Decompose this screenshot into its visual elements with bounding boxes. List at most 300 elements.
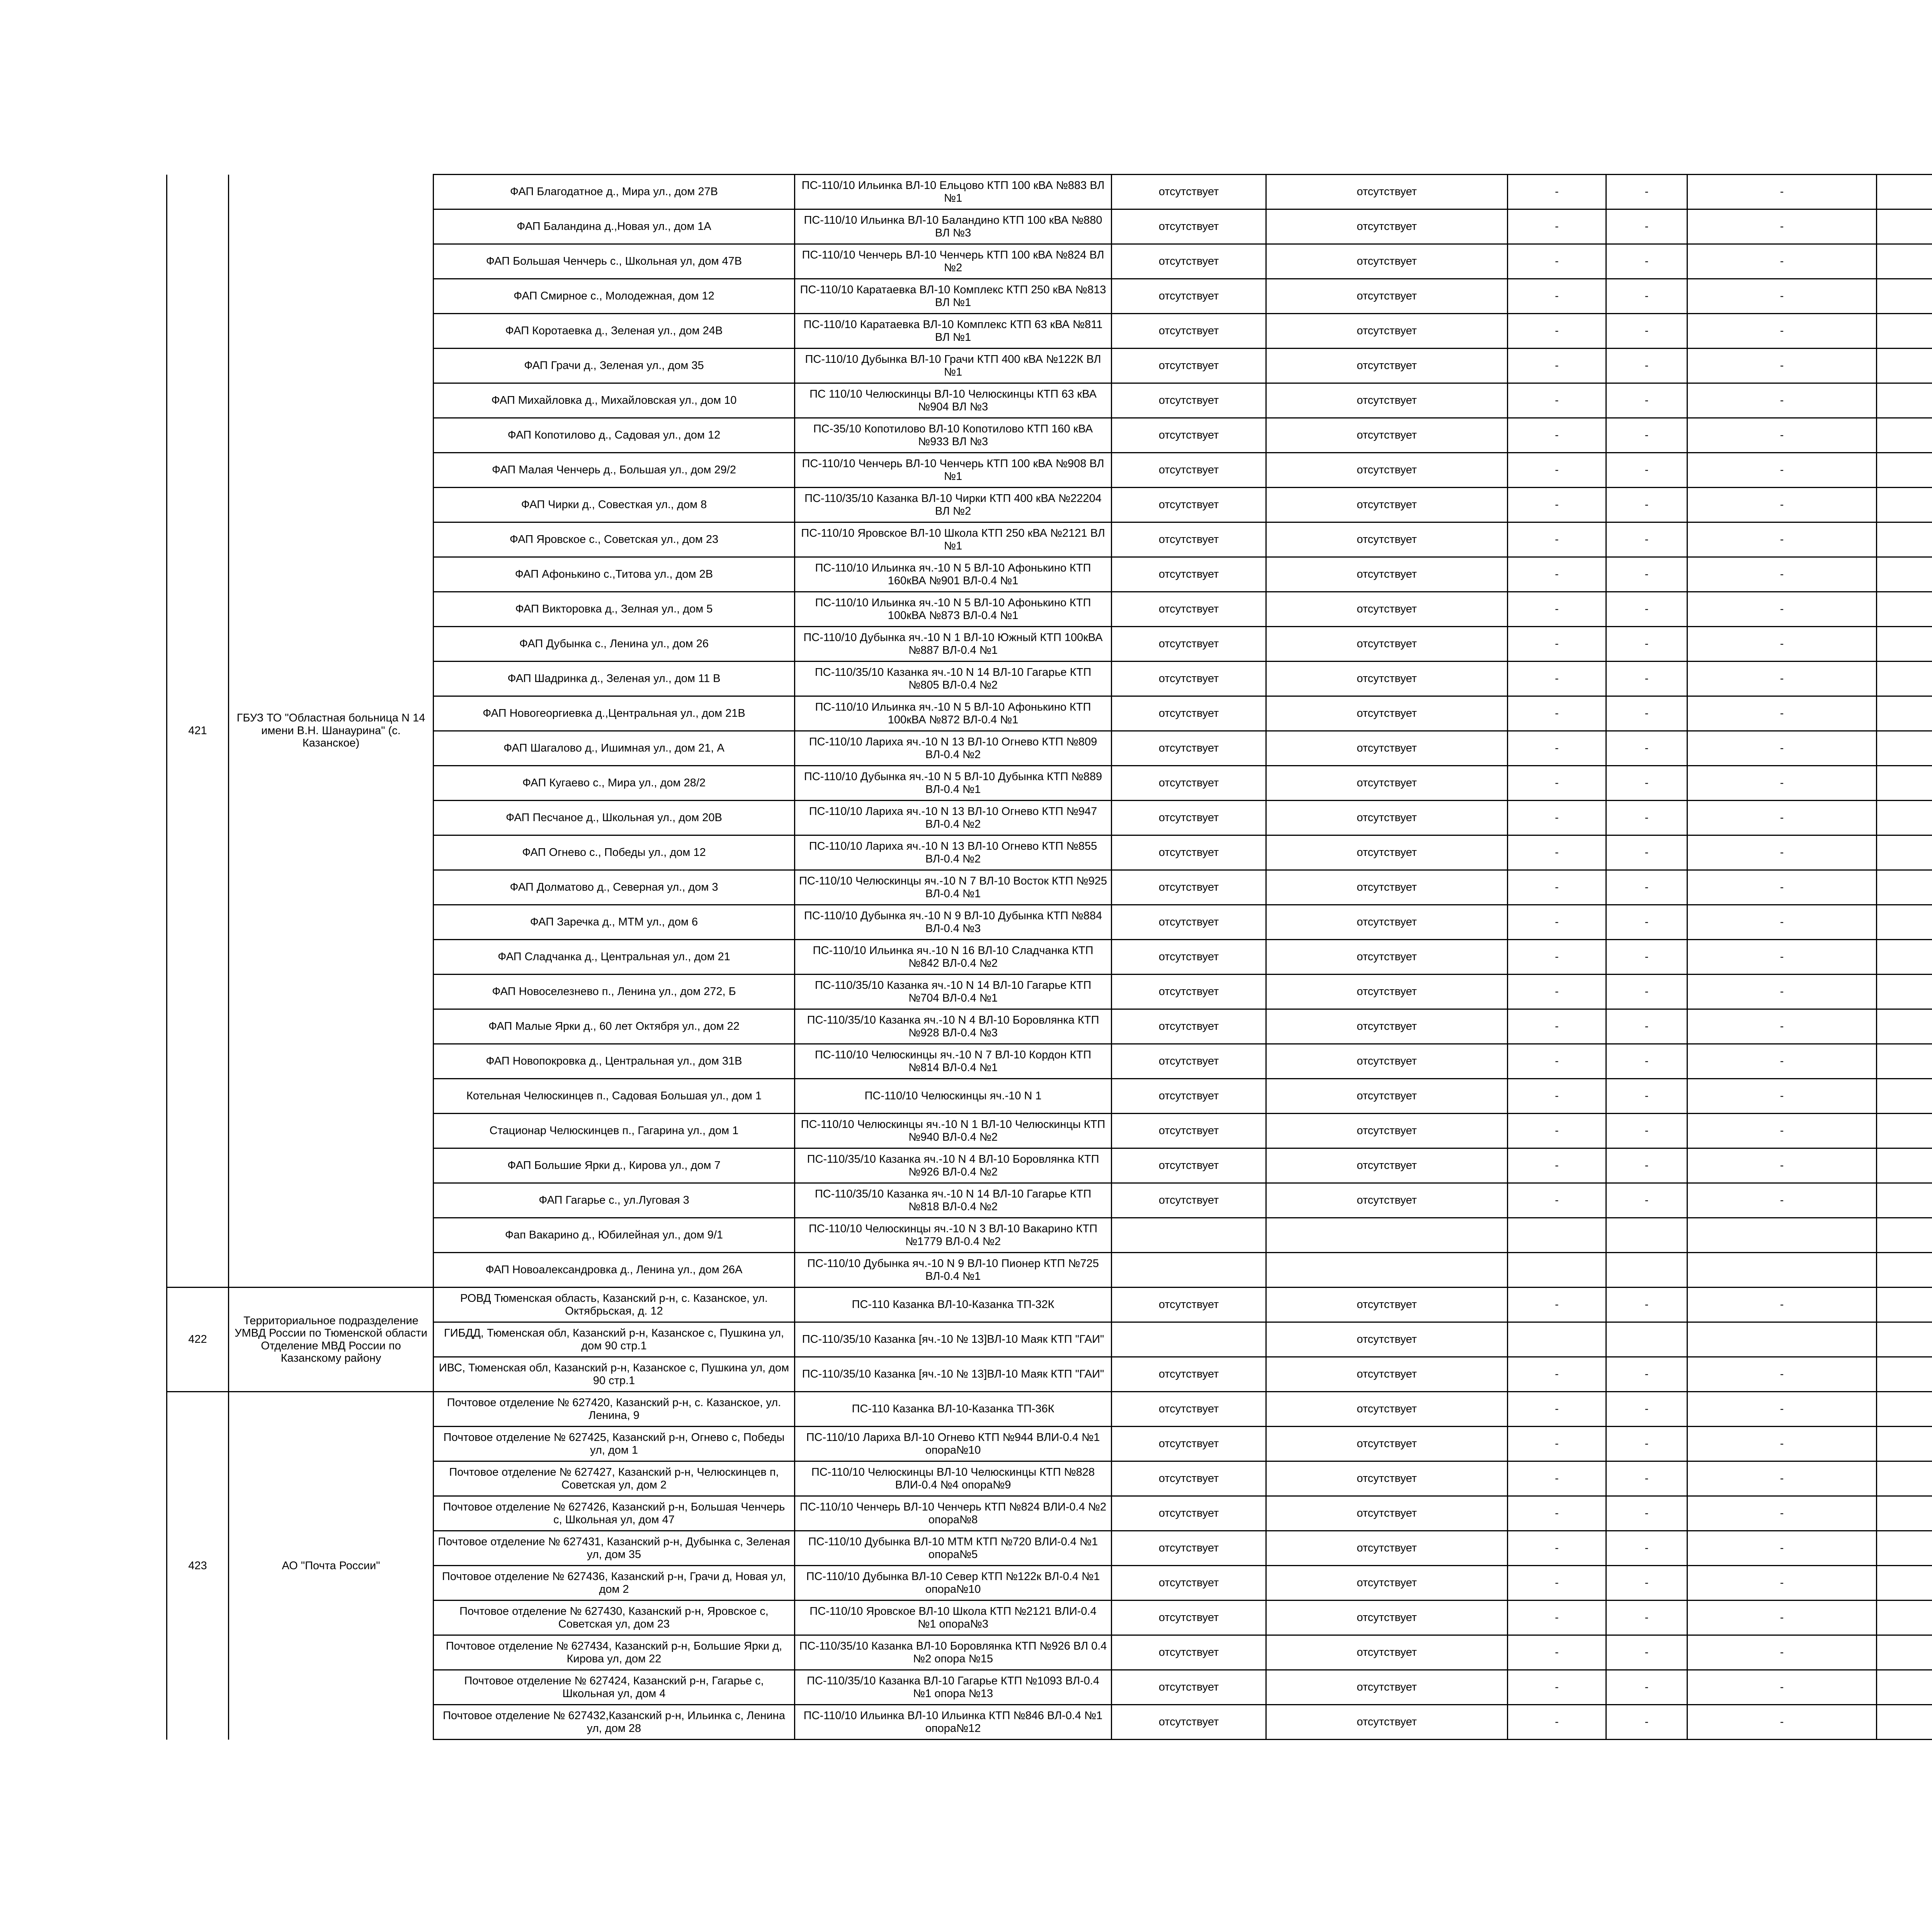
dash-cell [1877,383,1932,418]
autonomous-source-cell [1266,1253,1508,1288]
dash-cell: - [1508,175,1606,209]
power-source-cell: ПС-110/10 Ильинка яч.-10 N 16 ВЛ-10 Сладчанка КТП №842 ВЛ-0.4 №2 [795,940,1112,975]
dash-cell: - [1687,627,1877,662]
dash-cell: - [1687,522,1877,557]
reserve-source-cell: отсутствует [1112,279,1266,314]
object-cell: ФАП Новоселезнево п., Ленина ул., дом 272, Б [434,975,795,1009]
dash-cell [1877,1427,1932,1461]
dash-cell [1687,1322,1877,1357]
autonomous-source-cell: отсутствует [1266,1357,1508,1392]
power-source-cell: ПС-110/10 Лариха яч.-10 N 13 ВЛ-10 Огнево КТП №947 ВЛ-0.4 №2 [795,801,1112,835]
organization-cell: Территориальное подразделение УМВД России по Тюменской области Отделение МВД России по Казанскому району [229,1288,434,1392]
object-cell: Почтовое отделение № 627420, Казанский р-н, с. Казанское, ул. Ленина, 9 [434,1392,795,1427]
dash-cell: - [1687,1044,1877,1079]
object-cell: Почтовое отделение № 627424, Казанский р-н, Гагарье с, Школьная ул, дом 4 [434,1670,795,1705]
dash-cell: - [1606,801,1687,835]
table-body [167,175,1932,1740]
dash-cell: - [1687,453,1877,488]
autonomous-source-cell: отсутствует [1266,696,1508,731]
dash-cell: - [1508,696,1606,731]
dash-cell: - [1508,1670,1606,1705]
dash-cell [1877,1322,1932,1357]
dash-cell [1877,905,1932,940]
object-cell: ФАП Дубынка с., Ленина ул., дом 26 [434,627,795,662]
reserve-source-cell: отсутствует [1112,418,1266,453]
object-cell: Почтовое отделение № 627436, Казанский р-н, Грачи д, Новая ул, дом 2 [434,1566,795,1601]
dash-cell: - [1687,209,1877,244]
dash-cell [1877,1531,1932,1566]
dash-cell: - [1606,1183,1687,1218]
dash-cell: - [1687,244,1877,279]
dash-cell: - [1687,696,1877,731]
dash-cell: - [1508,1496,1606,1531]
dash-cell: - [1687,731,1877,766]
autonomous-source-cell: отсутствует [1266,1670,1508,1705]
power-source-cell: ПС-110/35/10 Казанка яч.-10 N 4 ВЛ-10 Боровлянка КТП №928 ВЛ-0.4 №3 [795,1009,1112,1044]
object-cell: ФАП Копотилово д., Садовая ул., дом 12 [434,418,795,453]
dash-cell: - [1687,1601,1877,1635]
autonomous-source-cell: отсутствует [1266,905,1508,940]
autonomous-source-cell: отсутствует [1266,488,1508,522]
dash-cell: - [1508,1044,1606,1079]
dash-cell [1877,1705,1932,1740]
reserve-source-cell: отсутствует [1112,1705,1266,1740]
dash-cell: - [1687,1531,1877,1566]
autonomous-source-cell: отсутствует [1266,627,1508,662]
dash-cell [1877,522,1932,557]
dash-cell [1877,209,1932,244]
reserve-source-cell: отсутствует [1112,488,1266,522]
dash-cell [1877,1392,1932,1427]
dash-cell: - [1687,418,1877,453]
reserve-source-cell: отсутствует [1112,453,1266,488]
reserve-source-cell: отсутствует [1112,1566,1266,1601]
object-cell: ФАП Шадринка д., Зеленая ул., дом 11 В [434,662,795,696]
dash-cell: - [1508,1392,1606,1427]
reserve-source-cell: отсутствует [1112,1531,1266,1566]
reserve-source-cell: отсутствует [1112,1009,1266,1044]
dash-cell [1877,349,1932,383]
dash-cell: - [1508,1148,1606,1183]
dash-cell [1877,279,1932,314]
power-source-cell: ПС-110/35/10 Казанка [яч.-10 № 13]ВЛ-10 Маяк КТП "ГАИ" [795,1322,1112,1357]
dash-cell [1877,1079,1932,1114]
reserve-source-cell: отсутствует [1112,557,1266,592]
dash-cell: - [1687,1670,1877,1705]
autonomous-source-cell: отсутствует [1266,1044,1508,1079]
power-source-cell: ПС-110/10 Каратаевка ВЛ-10 Комплекс КТП 250 кВА №813 ВЛ №1 [795,279,1112,314]
dash-cell [1877,453,1932,488]
row-number-cell: 423 [167,1392,229,1740]
object-cell: ФАП Большая Ченчерь с., Школьная ул, дом 47В [434,244,795,279]
dash-cell: - [1606,766,1687,801]
dash-cell: - [1687,905,1877,940]
dash-cell: - [1508,244,1606,279]
dash-cell: - [1606,1566,1687,1601]
dash-cell: - [1606,1148,1687,1183]
dash-cell [1877,1357,1932,1392]
dash-cell: - [1508,1427,1606,1461]
dash-cell: - [1606,627,1687,662]
object-cell: ФАП Новоалександровка д., Ленина ул., дом 26А [434,1253,795,1288]
autonomous-source-cell: отсутствует [1266,1288,1508,1322]
power-source-cell: ПС-110/10 Челюскинцы яч.-10 N 1 ВЛ-10 Челюскинцы КТП №940 ВЛ-0.4 №2 [795,1114,1112,1148]
dash-cell: - [1508,801,1606,835]
reserve-source-cell: отсутствует [1112,1079,1266,1114]
dash-cell: - [1508,488,1606,522]
dash-cell [1877,418,1932,453]
power-source-cell: ПС-110/10 Каратаевка ВЛ-10 Комплекс КТП 63 кВА №811 ВЛ №1 [795,314,1112,349]
dash-cell [1687,1218,1877,1253]
dash-cell: - [1606,1705,1687,1740]
dash-cell [1508,1322,1606,1357]
autonomous-source-cell [1266,1218,1508,1253]
power-source-cell: ПС-35/10 Копотилово ВЛ-10 Копотилово КТП 160 кВА №933 ВЛ №3 [795,418,1112,453]
dash-cell: - [1606,696,1687,731]
dash-cell: - [1508,1009,1606,1044]
autonomous-source-cell: отсутствует [1266,1183,1508,1218]
autonomous-source-cell: отсутствует [1266,175,1508,209]
object-cell: ФАП Шагалово д., Ишимная ул., дом 21, А [434,731,795,766]
dash-cell: - [1508,627,1606,662]
power-source-cell: ПС-110/10 Лариха яч.-10 N 13 ВЛ-10 Огнево КТП №809 ВЛ-0.4 №2 [795,731,1112,766]
dash-cell [1877,1670,1932,1705]
dash-cell [1877,1288,1932,1322]
object-cell: Почтовое отделение № 627432,Казанский р-н, Ильинка с, Ленина ул, дом 28 [434,1705,795,1740]
dash-cell: - [1508,557,1606,592]
dash-cell: - [1687,1148,1877,1183]
dash-cell: - [1606,731,1687,766]
organization-cell: АО "Почта России" [229,1392,434,1740]
autonomous-source-cell: отсутствует [1266,1496,1508,1531]
object-cell: ФАП Смирное с., Молодежная, дом 12 [434,279,795,314]
autonomous-source-cell: отсутствует [1266,870,1508,905]
autonomous-source-cell: отсутствует [1266,418,1508,453]
power-source-cell: ПС-110/10 Ченчерь ВЛ-10 Ченчерь КТП 100 кВА №824 ВЛ №2 [795,244,1112,279]
dash-cell: - [1508,1114,1606,1148]
reserve-source-cell: отсутствует [1112,975,1266,1009]
reserve-source-cell: отсутствует [1112,175,1266,209]
autonomous-source-cell: отсутствует [1266,522,1508,557]
autonomous-source-cell: отсутствует [1266,1322,1508,1357]
dash-cell: - [1606,1114,1687,1148]
reserve-source-cell [1112,1253,1266,1288]
dash-cell [1877,1044,1932,1079]
autonomous-source-cell: отсутствует [1266,731,1508,766]
dash-cell [1877,175,1932,209]
dash-cell: - [1687,349,1877,383]
dash-cell: - [1687,1566,1877,1601]
dash-cell: - [1606,418,1687,453]
dash-cell [1877,835,1932,870]
power-source-cell: ПС-110/10 Ченчерь ВЛ-10 Ченчерь КТП №824 ВЛИ-0.4 №2 опора№8 [795,1496,1112,1531]
power-source-cell: ПС-110/10 Челюскинцы яч.-10 N 1 [795,1079,1112,1114]
dash-cell: - [1687,1357,1877,1392]
table-row [167,1392,1932,1427]
power-source-cell: ПС-110/10 Лариха яч.-10 N 13 ВЛ-10 Огнево КТП №855 ВЛ-0.4 №2 [795,835,1112,870]
power-source-cell: ПС-110/35/10 Казанка яч.-10 N 14 ВЛ-10 Гагарье КТП №818 ВЛ-0.4 №2 [795,1183,1112,1218]
dash-cell: - [1606,1044,1687,1079]
dash-cell [1877,975,1932,1009]
dash-cell [1877,1009,1932,1044]
dash-cell [1877,870,1932,905]
autonomous-source-cell: отсутствует [1266,453,1508,488]
dash-cell: - [1606,488,1687,522]
reserve-source-cell: отсутствует [1112,522,1266,557]
dash-cell: - [1687,662,1877,696]
power-source-cell: ПС-110/35/10 Казанка яч.-10 N 14 ВЛ-10 Гагарье КТП №805 ВЛ-0.4 №2 [795,662,1112,696]
dash-cell: - [1508,383,1606,418]
object-cell: ФАП Михайловка д., Михайловская ул., дом 10 [434,383,795,418]
object-cell: ФАП Большие Ярки д., Кирова ул., дом 7 [434,1148,795,1183]
reserve-source-cell: отсутствует [1112,1148,1266,1183]
object-cell: ФАП Кугаево с., Мира ул., дом 28/2 [434,766,795,801]
power-source-cell: ПС-110/35/10 Казанка ВЛ-10 Боровлянка КТП №926 ВЛ 0.4 №2 опора №15 [795,1635,1112,1670]
dash-cell [1877,1114,1932,1148]
object-cell: ФАП Афонькино с.,Титова ул., дом 2В [434,557,795,592]
autonomous-source-cell: отсутствует [1266,766,1508,801]
dash-cell: - [1606,662,1687,696]
dash-cell: - [1687,1705,1877,1740]
dash-cell [1877,244,1932,279]
autonomous-source-cell: отсутствует [1266,940,1508,975]
reserve-source-cell: отсутствует [1112,940,1266,975]
dash-cell: - [1687,1496,1877,1531]
power-source-cell: ПС-110/10 Дубынка ВЛ-10 МТМ КТП №720 ВЛИ-0.4 №1 опора№5 [795,1531,1112,1566]
dash-cell: - [1508,418,1606,453]
dash-cell: - [1606,975,1687,1009]
dash-cell: - [1687,766,1877,801]
dash-cell: - [1606,175,1687,209]
dash-cell: - [1687,1635,1877,1670]
autonomous-source-cell: отсутствует [1266,314,1508,349]
reserve-source-cell: отсутствует [1112,1635,1266,1670]
object-cell: Почтовое отделение № 627427, Казанский р-н, Челюскинцев п, Советская ул, дом 2 [434,1461,795,1496]
object-cell: Фап Вакарино д., Юбилейная ул., дом 9/1 [434,1218,795,1253]
power-source-cell: ПС-110/10 Ченчерь ВЛ-10 Ченчерь КТП 100 кВА №908 ВЛ №1 [795,453,1112,488]
dash-cell: - [1687,1114,1877,1148]
dash-cell: - [1508,1601,1606,1635]
dash-cell: - [1687,835,1877,870]
reserve-source-cell: отсутствует [1112,1183,1266,1218]
object-cell: ФАП Новогеоргиевка д.,Центральная ул., дом 21В [434,696,795,731]
dash-cell: - [1606,349,1687,383]
dash-cell: - [1606,870,1687,905]
dash-cell: - [1687,175,1877,209]
dash-cell: - [1687,314,1877,349]
dash-cell: - [1606,1496,1687,1531]
table-row [167,1288,1932,1322]
dash-cell: - [1606,592,1687,627]
power-source-cell: ПС-110/35/10 Казанка ВЛ-10 Гагарье КТП №1093 ВЛ-0.4 №1 опора №13 [795,1670,1112,1705]
dash-cell [1877,696,1932,731]
reserve-source-cell: отсутствует [1112,766,1266,801]
dash-cell: - [1508,870,1606,905]
power-source-cell: ПС-110 Казанка ВЛ-10-Казанка ТП-32К [795,1288,1112,1322]
object-cell: Почтовое отделение № 627434, Казанский р-н, Большие Ярки д, Кирова ул, дом 22 [434,1635,795,1670]
dash-cell [1877,592,1932,627]
object-cell: ФАП Новопокровка д., Центральная ул., дом 31В [434,1044,795,1079]
object-cell: Стационар Челюскинцев п., Гагарина ул., дом 1 [434,1114,795,1148]
dash-cell [1508,1218,1606,1253]
dash-cell: - [1508,1461,1606,1496]
autonomous-source-cell: отсутствует [1266,1009,1508,1044]
object-cell: Почтовое отделение № 627430, Казанский р-н, Яровское с, Советская ул, дом 23 [434,1601,795,1635]
reserve-source-cell: отсутствует [1112,244,1266,279]
dash-cell [1877,1148,1932,1183]
dash-cell [1508,1253,1606,1288]
dash-cell: - [1606,940,1687,975]
reserve-source-cell: отсутствует [1112,314,1266,349]
object-cell: Котельная Челюскинцев п., Садовая Большая ул., дом 1 [434,1079,795,1114]
dash-cell: - [1687,940,1877,975]
dash-cell [1877,1253,1932,1288]
dash-cell: - [1606,1531,1687,1566]
power-source-cell: ПС-110/10 Челюскинцы ВЛ-10 Челюскинцы КТП №828 ВЛИ-0.4 №4 опора№9 [795,1461,1112,1496]
autonomous-source-cell: отсутствует [1266,1114,1508,1148]
dash-cell: - [1508,766,1606,801]
dash-cell: - [1606,1601,1687,1635]
dash-cell: - [1687,1009,1877,1044]
reserve-source-cell: отсутствует [1112,627,1266,662]
dash-cell: - [1508,349,1606,383]
power-source-cell: ПС-110/10 Ильинка ВЛ-10 Баландино КТП 100 кВА №880 ВЛ №3 [795,209,1112,244]
autonomous-source-cell: отсутствует [1266,1427,1508,1461]
autonomous-source-cell: отсутствует [1266,1148,1508,1183]
dash-cell: - [1508,314,1606,349]
object-cell: ФАП Коротаевка д., Зеленая ул., дом 24В [434,314,795,349]
dash-cell: - [1687,383,1877,418]
reserve-source-cell: отсутствует [1112,592,1266,627]
dash-cell: - [1687,801,1877,835]
dash-cell: - [1508,209,1606,244]
dash-cell: - [1606,1079,1687,1114]
object-cell: ФАП Яровское с., Советская ул., дом 23 [434,522,795,557]
object-cell: ФАП Чирки д., Совесткая ул., дом 8 [434,488,795,522]
dash-cell: - [1687,279,1877,314]
reserve-source-cell: отсутствует [1112,1427,1266,1461]
dash-cell: - [1508,662,1606,696]
dash-cell [1877,488,1932,522]
power-source-cell: ПС-110/10 Челюскинцы яч.-10 N 7 ВЛ-10 Кордон КТП №814 ВЛ-0.4 №1 [795,1044,1112,1079]
object-cell: ФАП Грачи д., Зеленая ул., дом 35 [434,349,795,383]
power-source-cell: ПС-110/10 Ильинка ВЛ-10 Ильинка КТП №846 ВЛ-0.4 №1 опора№12 [795,1705,1112,1740]
power-source-cell: ПС-110/10 Дубынка яч.-10 N 1 ВЛ-10 Южный КТП 100кВА №887 ВЛ-0.4 №1 [795,627,1112,662]
dash-cell [1877,766,1932,801]
dash-cell: - [1687,975,1877,1009]
dash-cell: - [1687,592,1877,627]
dash-cell: - [1508,731,1606,766]
dash-cell: - [1687,1183,1877,1218]
dash-cell: - [1687,1079,1877,1114]
organization-cell: ГБУЗ ТО "Областная больница N 14 имени В.Н. Шанаурина" (с. Казанское) [229,175,434,1288]
row-number-cell: 421 [167,175,229,1288]
object-cell: ФАП Малая Ченчерь д., Большая ул., дом 29/2 [434,453,795,488]
dash-cell [1877,1566,1932,1601]
reserve-source-cell: отсутствует [1112,209,1266,244]
dash-cell [1877,731,1932,766]
reserve-source-cell: отсутствует [1112,731,1266,766]
dash-cell [1877,1461,1932,1496]
power-source-cell: ПС-110/10 Дубынка яч.-10 N 5 ВЛ-10 Дубынка КТП №889 ВЛ-0.4 №1 [795,766,1112,801]
object-cell: ФАП Огнево с., Победы ул., дом 12 [434,835,795,870]
power-source-cell: ПС-110/35/10 Казанка [яч.-10 № 13]ВЛ-10 Маяк КТП "ГАИ" [795,1357,1112,1392]
power-source-cell: ПС-110/10 Челюскинцы яч.-10 N 7 ВЛ-10 Восток КТП №925 ВЛ-0.4 №1 [795,870,1112,905]
reserve-source-cell: отсутствует [1112,1357,1266,1392]
dash-cell: - [1606,835,1687,870]
power-source-cell: ПС-110/10 Дубынка яч.-10 N 9 ВЛ-10 Пионер КТП №725 ВЛ-0.4 №1 [795,1253,1112,1288]
dash-cell: - [1606,522,1687,557]
power-source-cell: ПС-110/10 Ильинка яч.-10 N 5 ВЛ-10 Афонькино КТП 160кВА №901 ВЛ-0.4 №1 [795,557,1112,592]
dash-cell [1877,1635,1932,1670]
object-cell: ГИБДД, Тюменская обл, Казанский р-н, Казанское с, Пушкина ул, дом 90 стр.1 [434,1322,795,1357]
dash-cell [1687,1253,1877,1288]
object-cell: РОВД Тюменская область, Казанский р-н, с. Казанское, ул. Октябрьская, д. 12 [434,1288,795,1322]
dash-cell: - [1508,1288,1606,1322]
dash-cell [1877,1218,1932,1253]
autonomous-source-cell: отсутствует [1266,1531,1508,1566]
dash-cell: - [1687,1288,1877,1322]
reserve-source-cell [1112,1322,1266,1357]
dash-cell [1877,1183,1932,1218]
reserve-source-cell: отсутствует [1112,801,1266,835]
autonomous-source-cell: отсутствует [1266,1079,1508,1114]
dash-cell: - [1606,453,1687,488]
dash-cell: - [1606,244,1687,279]
reserve-source-cell: отсутствует [1112,835,1266,870]
dash-cell: - [1508,1566,1606,1601]
autonomous-source-cell: отсутствует [1266,1705,1508,1740]
autonomous-source-cell: отсутствует [1266,592,1508,627]
dash-cell [1606,1322,1687,1357]
dash-cell: - [1508,592,1606,627]
dash-cell: - [1606,1357,1687,1392]
autonomous-source-cell: отсутствует [1266,662,1508,696]
dash-cell: - [1508,975,1606,1009]
object-cell: ФАП Долматово д., Северная ул., дом 3 [434,870,795,905]
reserve-source-cell: отсутствует [1112,1461,1266,1496]
dash-cell [1877,940,1932,975]
dash-cell: - [1508,279,1606,314]
power-source-cell: ПС-110/10 Яровское ВЛ-10 Школа КТП №2121 ВЛИ-0.4 №1 опора№3 [795,1601,1112,1635]
dash-cell: - [1508,453,1606,488]
autonomous-source-cell: отсутствует [1266,975,1508,1009]
object-cell: Почтовое отделение № 627425, Казанский р-н, Огнево с, Победы ул, дом 1 [434,1427,795,1461]
dash-cell: - [1606,1427,1687,1461]
dash-cell: - [1508,1705,1606,1740]
dash-cell: - [1606,279,1687,314]
dash-cell: - [1508,905,1606,940]
dash-cell: - [1508,940,1606,975]
dash-cell: - [1606,905,1687,940]
autonomous-source-cell: отсутствует [1266,801,1508,835]
autonomous-source-cell: отсутствует [1266,279,1508,314]
power-source-cell: ПС-110/10 Дубынка ВЛ-10 Север КТП №122к ВЛ-0.4 №1 опора№10 [795,1566,1112,1601]
dash-cell: - [1508,1635,1606,1670]
autonomous-source-cell: отсутствует [1266,1635,1508,1670]
dash-cell: - [1606,1635,1687,1670]
reserve-source-cell: отсутствует [1112,1670,1266,1705]
dash-cell: - [1508,835,1606,870]
autonomous-source-cell: отсутствует [1266,1566,1508,1601]
autonomous-source-cell: отсутствует [1266,835,1508,870]
object-cell: ФАП Баландина д.,Новая ул., дом 1А [434,209,795,244]
object-cell: ФАП Викторовка д., Зелная ул., дом 5 [434,592,795,627]
autonomous-source-cell: отсутствует [1266,1601,1508,1635]
dash-cell: - [1606,1009,1687,1044]
reserve-source-cell: отсутствует [1112,662,1266,696]
dash-cell: - [1508,1183,1606,1218]
